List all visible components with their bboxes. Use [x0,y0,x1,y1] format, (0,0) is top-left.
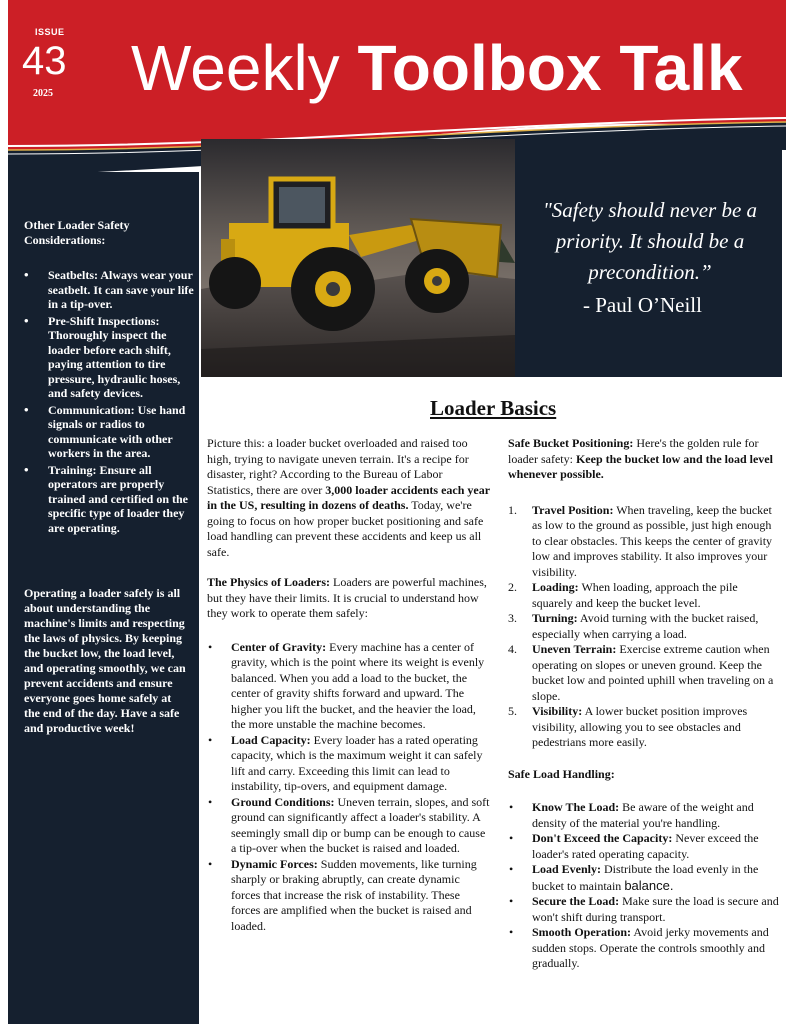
list-item-text: A lower bucket position improves visibility, allowing you to see obstacles and pedestrians more easily. [532,704,748,749]
sidebar-item-label: Seatbelts: [48,268,98,282]
list-item-label: Dynamic Forces: [231,856,318,871]
list-item [508,800,780,831]
list-item-label: Center of Gravity: [231,639,327,654]
intro-bold: 3,000 loader accidents each year in the US, resulting in dozens of deaths. [207,482,490,512]
list-item-text: When traveling, keep the bucket as low to the ground as possible, just high enough to clear obstacles. This keeps the center of gravity low and improves stability. It also improves your visibility. [532,502,773,579]
list-item [207,733,490,795]
bucket-bold: Keep the bucket low and the load level whenever possible. [508,451,773,481]
list-item [508,894,780,925]
newsletter-title [131,28,743,108]
wheel-loader-photo [201,139,515,377]
title-part-1: Weekly [131,32,358,104]
issue-label: ISSUE [35,27,65,37]
list-item-label: Turning: [532,611,578,625]
sidebar-item-label: Communication: [48,402,135,417]
bucket-list [508,503,780,751]
list-item-number: 2. [508,580,517,594]
list-item-text: Never exceed the loader's rated operating capacity. [532,831,759,861]
list-item [508,642,780,704]
list-item [207,795,490,857]
physics-paragraph [207,575,490,622]
list-item-text: Every machine has a center of gravity, which is the point where its weight is evenly balanced. When you add a load to the bucket, the center of gravity shifts forward and upward. The higher you lift the bucket, and the heavier the load, the more unstable the machine becomes. [231,639,485,731]
sidebar-item-text: Use hand signals or radios to communicate with other workers in the area. [48,402,186,460]
list-item-label: Loading: [532,580,579,594]
handling-list [508,800,780,972]
list-item [508,503,780,581]
sidebar-list [22,268,198,537]
physics-label: The Physics of Loaders: [207,575,330,589]
list-item-text: Avoid jerky movements and sudden stops. Operate the controls smoothly and gradually. [532,925,769,970]
list-item-text: Exercise extreme caution when operating on slopes or uneven ground. Keep the bucket low and pointed uphill when traveling on a slope. [532,642,774,703]
list-item [508,704,780,751]
issue-number: 43 [22,39,67,83]
sidebar-item [22,403,198,461]
list-item-text: Be aware of the weight and density of the material you're handling. [532,800,754,830]
list-item-number: 4. [508,642,517,656]
sidebar-item-text: Thoroughly inspect the loader before each shift, paying attention to tire pressure, hydraulic hoses, and safety devices. [48,328,181,400]
title-part-2: Toolbox Talk [357,32,743,104]
intro-paragraph [207,436,490,560]
list-item-emphasis: balance. [624,877,674,893]
list-item-label: Know The Load: [532,800,620,814]
list-item-text: Avoid turning with the bucket raised, especially when carrying a load. [532,611,759,641]
list-item [207,640,490,733]
physics-text: Loaders are powerful machines, but they have their limits. It is crucial to understand how they work to operate them safely: [207,575,487,620]
sidebar-heading: Other Loader Safety Considerations: [24,218,130,247]
list-item [508,580,780,611]
intro-text: Picture this: a loader bucket overloaded and raised too high, trying to navigate uneven terrain. It's a recipe for disaster, right? According to the Bureau of Labor Statistics, there are over [207,436,469,497]
sidebar-item-text: Always wear your seatbelt. It can save your life in a tip-over. [48,268,194,311]
list-item [508,611,780,642]
list-item [508,831,780,862]
list-item-label: Travel Position: [532,502,614,517]
sidebar-item [22,463,198,536]
quote-box [515,139,782,377]
quote-text: "Safety should never be a priority. It should be a precondition.” [542,198,758,284]
list-item-text: Distribute the load evenly in the bucket to maintain [532,862,759,893]
list-item-text: Sudden movements, like turning sharply or braking abruptly, can create dynamic forces that increase the risk of instability. These forces are amplified when the bucket is raised and loaded. [231,856,477,933]
list-item-label: Secure the Load: [532,894,620,908]
list-item-label: Load Capacity: [231,732,311,747]
handling-label: Safe Load Handling: [508,766,615,781]
list-item-number: 3. [508,611,517,625]
sidebar [8,172,199,1024]
list-item-text: When loading, approach the pile squarely and keep the bucket level. [532,580,738,610]
quote-author: - Paul O’Neill [583,293,702,317]
list-item-number: 5. [508,704,517,718]
list-item-label: Visibility: [532,704,583,718]
bucket-text: Here's the golden rule for loader safety: [508,436,759,466]
list-item-text: Uneven terrain, slopes, and soft ground can significantly affect a loader's stability. A seemingly small dip or bump can be enough to cause a tip-over when the bucket is raised and loaded. [231,794,490,855]
list-item-label: Ground Conditions: [231,794,335,809]
article-title: Loader Basics [430,396,557,420]
article-column-left [207,436,490,934]
issue-year: 2025 [33,88,53,99]
physics-list [207,640,490,935]
list-item [508,862,780,894]
sidebar-closing: Operating a loader safely is all about understanding the machine's limits and respecting the laws of physics. By keeping the bucket low, the load level, and operating smoothly, we can prevent accidents and ensure everyone goes home safely at the end of the day. Have a safe and productive week! [24,586,186,735]
list-item [207,857,490,935]
bucket-label: Safe Bucket Positioning: [508,436,634,450]
sidebar-item-label: Training: [48,462,97,477]
list-item-label: Smooth Operation: [532,925,631,939]
article-column-right [508,436,780,972]
sidebar-item [22,314,198,401]
intro-text-2: Today, we're going to focus on how proper bucket positioning and safe load handling can prevent these accidents and keep us all safe. [207,498,484,559]
list-item-text: Make sure the load is secure and won't shift during transport. [532,894,779,924]
sidebar-item [22,268,198,312]
sidebar-item-label: Pre-Shift Inspections: [48,313,160,328]
list-item-label: Load Evenly: [532,862,602,876]
list-item [508,925,780,972]
list-item-label: Don't Exceed the Capacity: [532,831,673,845]
list-item-number: 1. [508,502,517,517]
bucket-paragraph [508,436,780,483]
list-item-label: Uneven Terrain: [532,642,617,656]
list-item-text: Every loader has a rated operating capacity, which is the maximum weight it can safely lift and carry. Exceeding this limit can lead to instability, tip-overs, and equipment damage. [231,732,483,793]
handling-heading [508,767,780,783]
sidebar-item-text: Ensure all operators are properly trained and certified on the specific type of loader they are operating. [48,462,188,535]
